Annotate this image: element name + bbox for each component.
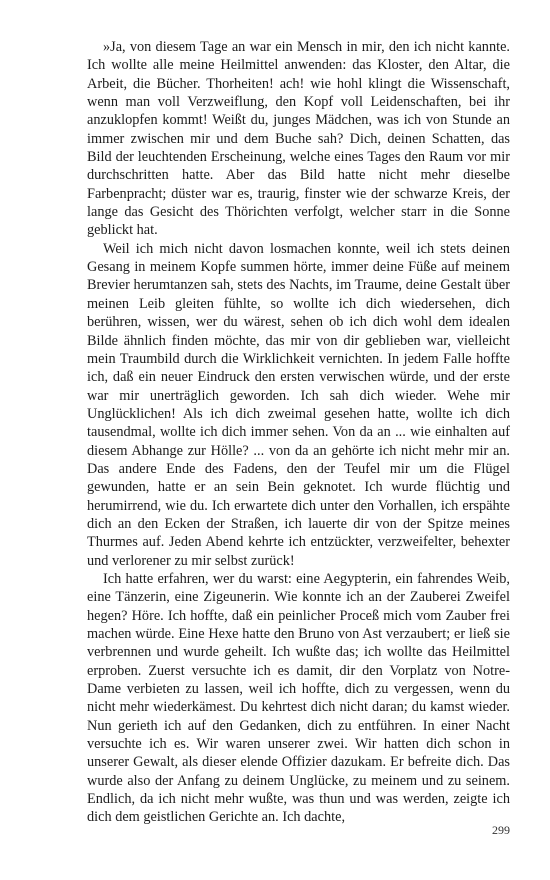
book-page (87, 38, 510, 838)
paragraph-3: Ich hatte erfahren, wer du warst: eine Aegypterin, ein fahrendes Weib, eine Tänzerin, eine Zigeunerin. Wie konnte ich an der Zauberei Zweifel hegen? Höre. Ich hoffte, daß ein peinlicher Proceß mich vom Zauber frei machen würde. Eine Hexe hatte den Bruno von Ast verzaubert; er ließ sie verbrennen und wurde geheilt. Ich wußte das; ich wollte das Heilmittel erproben. Zuerst versuchte ich es damit, dir den Vorplatz von Notre-Dame verbieten zu lassen, weil ich hoffte, dich zu vergessen, wenn du nicht mehr wiederkämest. Du kehrtest dich nicht daran; du kamst wieder. Nun gerieth ich auf den Gedanken, dich zu entführen. In einer Nacht versuchte ich es. Wir waren unserer zwei. Wir hatten dich schon in unserer Gewalt, als dieser elende Offizier dazukam. Er befreite dich. Das wurde also der Anfang zu deinem Unglücke, zu meinem und zu seinem. Endlich, da ich nicht mehr wußte, was thun und was werden, zeigte ich dich dem geistlichen Gerichte an. Ich dachte, (87, 570, 510, 826)
page-number: 299 (492, 823, 510, 837)
body-text (87, 38, 510, 827)
paragraph-2: Weil ich mich nicht davon losmachen konnte, weil ich stets deinen Gesang in meinem Kopfe summen hörte, immer deine Füße auf meinem Brevier herumtanzen sah, stets des Nachts, im Traume, deine Gestalt über meinen Leib gleiten fühlte, so wollte ich dich wiedersehen, dich berühren, wissen, wer du wärest, sehen ob ich dich wohl dem idealen Bilde ähnlich finden möchte, das mir von dir geblieben war, vielleicht mein Traumbild durch die Wirklichkeit vernichten. In jedem Falle hoffte ich, daß ein neuer Eindruck den ersten verwischen würde, und der erste war mir unerträglich geworden. Ich sah dich wieder. Wehe mir Unglücklichen! Als ich dich zweimal gesehen hatte, wollte ich dich tausendmal, wollte ich dich immer sehen. Von da an ... wie einhalten auf diesem Abhange zur Hölle? ... von da an gehörte ich nicht mehr mir an. Das andere Ende des Fadens, den der Teufel mir um die Flügel gewunden, hatte er an sein Bein geknotet. Ich wurde flüchtig und herumirrend, wie du. Ich erwartete dich unter den Vorhallen, ich erspähte dich an den Ecken der Straßen, ich lauerte dir von der Spitze meines Thurmes auf. Jeden Abend kehrte ich entzückter, verzweifelter, behexter und verlorener zu mir selbst zurück! (87, 240, 510, 569)
paragraph-1: »Ja, von diesem Tage an war ein Mensch in mir, den ich nicht kannte. Ich wollte alle meine Heilmittel anwenden: das Kloster, den Altar, die Arbeit, die Bücher. Thorheiten! ach! wie hohl klingt die Wissenschaft, wenn man voll Verzweiflung, den Kopf voll Leidenschaften, bei ihr anzuklopfen kommt! Weißt du, junges Mädchen, was ich von Stunde an immer zwischen mir und dem Buche sah? Dich, deinen Schatten, das Bild der leuchtenden Erscheinung, welche eines Tages den Raum vor mir durchschritten hatte. Aber das Bild hatte nicht mehr dieselbe Farbenpracht; düster war es, traurig, finster wie der schwarze Kreis, der lange das Gesicht des Thörichten verfolgt, welcher starr in die Sonne geblickt hat. (87, 39, 510, 239)
